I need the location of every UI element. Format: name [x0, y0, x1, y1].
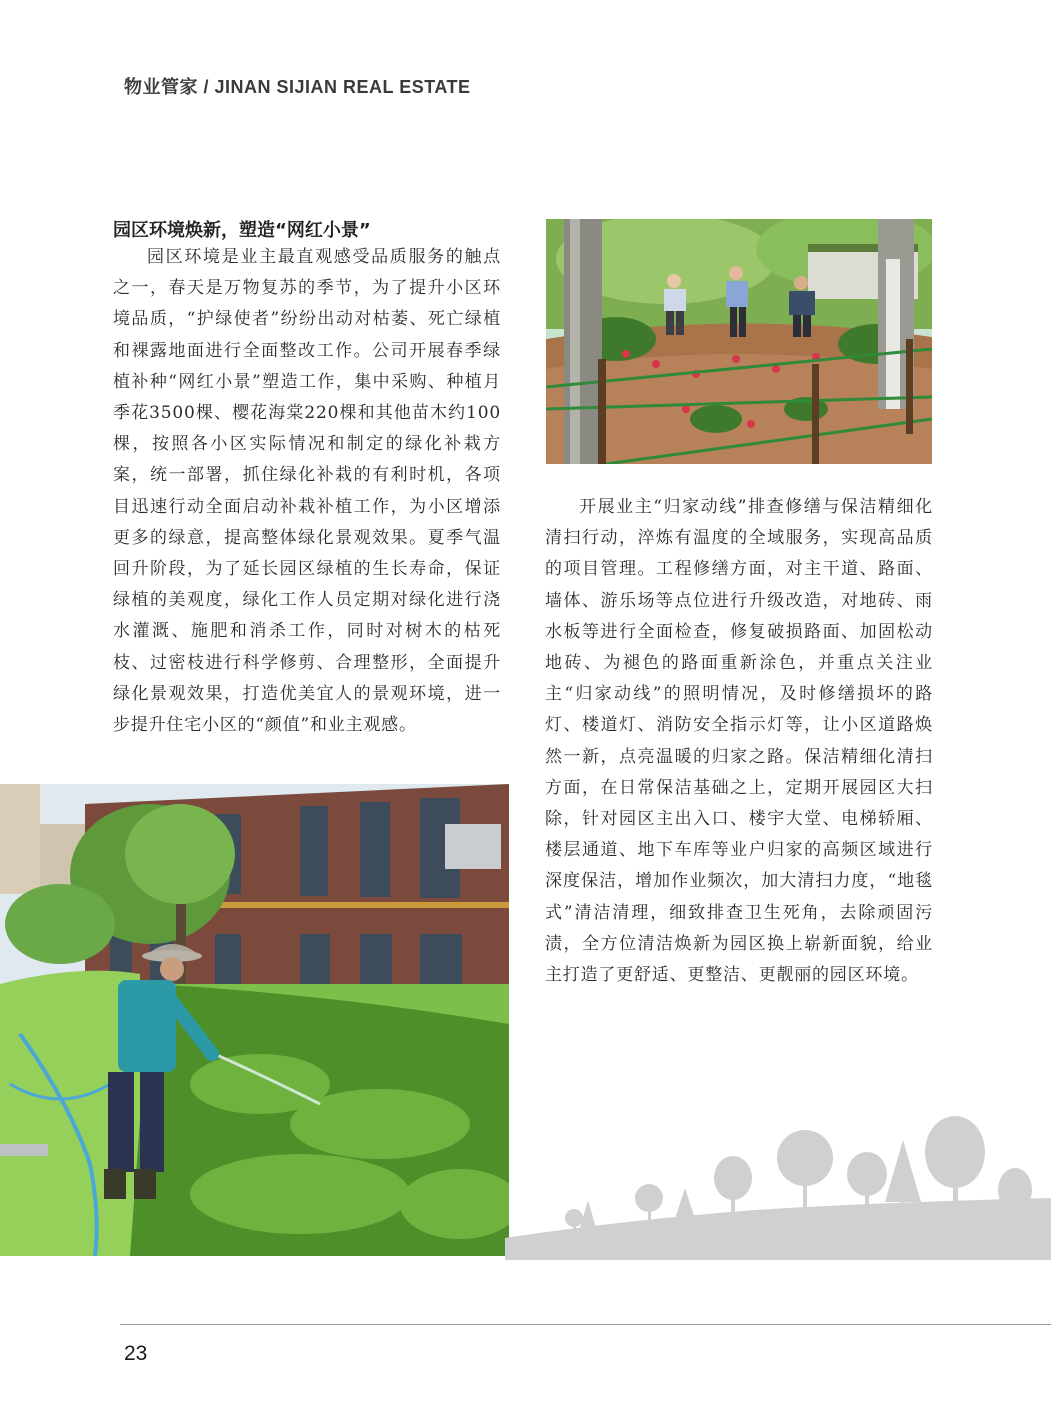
footer-rule — [120, 1324, 1051, 1325]
page-number: 23 — [124, 1342, 148, 1365]
tree-silhouette-decoration — [505, 1110, 1051, 1260]
right-body-paragraph: 开展业主“归家动线”排查修缮与保洁精细化清扫行动，淬炼有温度的全域服务，实现高品质的项目管理。工程修缮方面，对主干道、路面、墙体、游乐场等点位进行升级改造，对地砖、雨水板等进行全面检查，修复破损路面、加固松动地砖、为褪色的路面重新涂色，并重点关注业主“归家动线”的照明情况，及时修缮损坏的路灯、楼道灯、消防安全指示灯等，让小区道路焕然一新，点亮温暖的归家之路。保洁精细化清扫方面，在日常保洁基础之上，定期开展园区大扫除，针对园区主出入口、楼宇大堂、电梯轿厢、楼层通道、地下车库等业户归家的高频区域进行深度保洁，增加作业频次，加大清扫力度，“地毯式”清洁清理，细致排查卫生死角，去除顽固污渍，全方位清洁焕新为园区换上崭新面貌，给业主打造了更舒适、更整洁、更靓丽的园区环境。 — [545, 497, 933, 986]
hedge-watering-photo — [0, 784, 509, 1256]
garden-planting-photo — [546, 219, 932, 464]
running-header: 物业管家 / JINAN SIJIAN REAL ESTATE — [124, 77, 471, 97]
left-body-paragraph: 园区环境是业主最直观感受品质服务的触点之一，春天是万物复苏的季节，为了提升小区环境品质，“护绿使者”纷纷出动对枯萎、死亡绿植和裸露地面进行全面整改工作。公司开展春季绿植补种“网红小景”塑造工作，集中采购、种植月季花3500棵、樱花海棠220棵和其他苗木约100棵，按照各小区实际情况和制定的绿化补栽方案，统一部署，抓住绿化补栽的有利时机，各项目迅速行动全面启动补栽补植工作，为小区增添更多的绿意，提高整体绿化景观效果。夏季气温回升阶段，为了延长园区绿植的生长寿命，保证绿植的美观度，绿化工作人员定期对绿化进行浇水灌溉、施肥和消杀工作，同时对树木的枯死枝、过密枝进行科学修剪、合理整形，全面提升绿化景观效果，打造优美宜人的景观环境，进一步提升住宅小区的“颜值”和业主观感。 — [113, 247, 501, 736]
section-title: 园区环境焕新，塑造“网红小景” — [113, 220, 371, 241]
